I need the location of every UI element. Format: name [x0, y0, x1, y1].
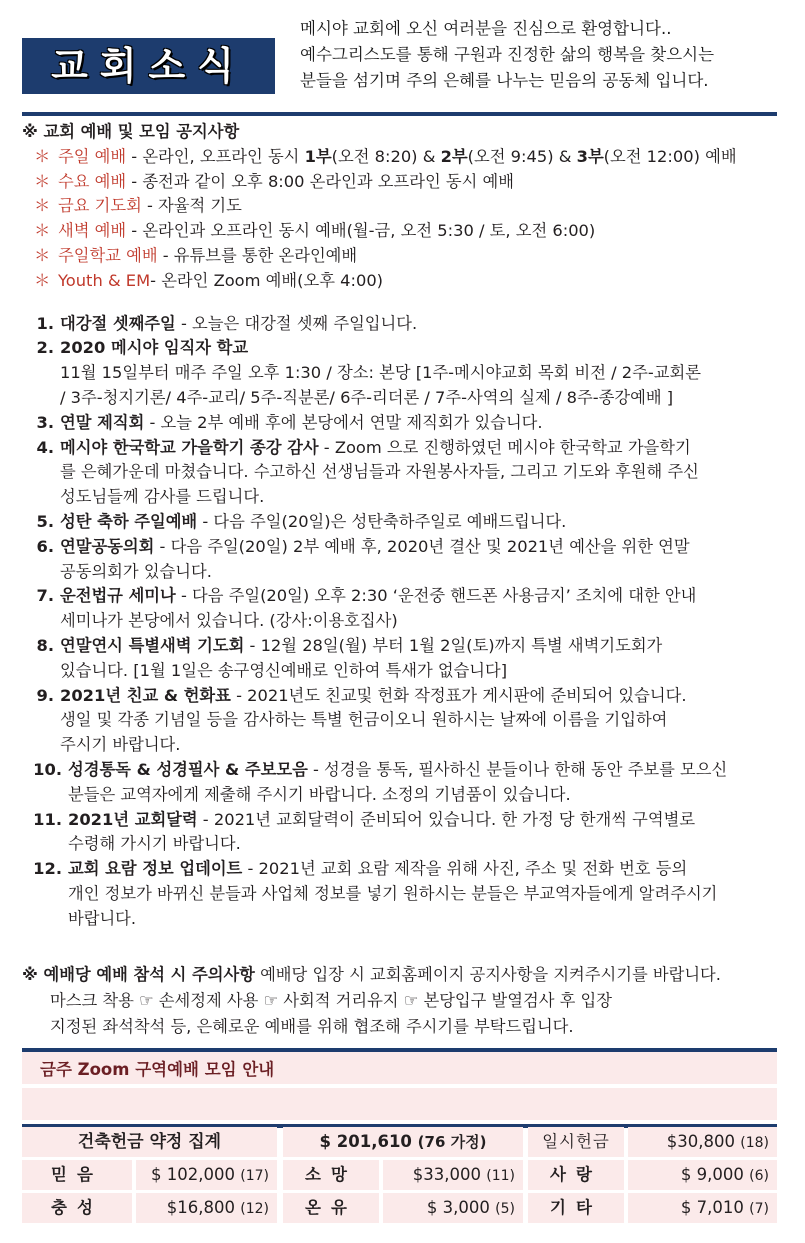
- service-name: Youth & EM: [58, 270, 151, 290]
- pledge-amount: $33,000: [412, 1165, 481, 1184]
- service-item-sunday-school: [22, 244, 782, 269]
- pledge-category-amount: [136, 1160, 277, 1190]
- pledge-category-label: 소망: [283, 1160, 379, 1190]
- asterisk-icon: ＊: [34, 171, 51, 191]
- notice-text: - 2021년 교회 요람 제작을 위해 사진, 주소 및 전화 번호 등의: [242, 859, 688, 879]
- pledge-category-label: 기타: [528, 1193, 624, 1223]
- pledge-category-label: 사랑: [528, 1160, 624, 1190]
- asterisk-icon: ＊: [34, 196, 51, 216]
- notice-item: [22, 634, 782, 684]
- notice-text: - 12월 28일(월) 부터 1월 2일(토)까지 특별 새벽기도회가: [244, 635, 663, 655]
- caution-steps: 마스크 착용 ☞ 손세정제 사용 ☞ 사회적 거리유지 ☞ 본당입구 발열검사 후 입장: [50, 991, 612, 1010]
- service-name: 금요 기도회: [58, 196, 142, 216]
- spacer: [22, 294, 782, 312]
- bulletin-header: [0, 0, 805, 118]
- welcome-line: 분들을 섬기며 주의 은혜를 나누는 믿음의 공동체 입니다.: [300, 71, 709, 90]
- notice-item: [22, 436, 782, 510]
- service-desc: - 종전과 같이 오후 8:00 온라인과 오프라인 동시 예배: [126, 171, 514, 191]
- pledge-amount: $ 7,010: [680, 1198, 744, 1217]
- services-heading: ※ 교회 예배 및 모임 공지사항: [22, 122, 240, 141]
- pledge-category-amount: [136, 1193, 277, 1223]
- pledge-family-count: (6): [749, 1168, 769, 1184]
- notice-number: 5.: [36, 511, 54, 531]
- notice-item: [22, 336, 782, 410]
- notice-first-line: [22, 411, 782, 436]
- notice-item: [22, 857, 782, 931]
- notice-item: [22, 758, 782, 808]
- notice-first-line: [22, 312, 782, 337]
- notice-continuation: 분들은 교역자에게 제출해 주시기 바랍니다. 소정의 기념품이 있습니다.: [68, 784, 571, 804]
- pledge-total: [283, 1127, 523, 1157]
- notice-first-line: [22, 510, 782, 535]
- notice-item: [22, 808, 782, 858]
- pledge-family-count: (18): [740, 1135, 769, 1151]
- notice-first-line: [22, 584, 782, 609]
- service-name: 새벽 예배: [58, 221, 127, 241]
- notice-continuation: 생일 및 각종 기념일 등을 감사하는 특별 헌금이오니 원하시는 날짜에 이름을 기입하여: [60, 710, 668, 730]
- notice-text: - 다음 주일(20일) 2부 예배 후, 2020년 결산 및 2021년 예산을 위한 연말: [154, 536, 690, 556]
- pledge-family-count: (17): [240, 1168, 269, 1184]
- notice-text: - 오늘은 대강절 셋째 주일입니다.: [175, 313, 418, 333]
- notice-heading: 연말공동의회: [60, 536, 155, 556]
- notice-number: 4.: [36, 437, 54, 457]
- pledge-amount: $ 9,000: [680, 1165, 744, 1184]
- notice-continuation: 있습니다. [1월 1일은 송구영신예배로 인하여 특새가 없습니다]: [60, 660, 508, 680]
- notice-heading: 연말 제직회: [60, 412, 145, 432]
- pledge-total-amount: $ 201,610: [319, 1132, 412, 1151]
- caution-line: 지정된 좌석착석 등, 은혜로운 예배를 위해 협조해 주시기를 부탁드립니다.: [50, 1017, 574, 1036]
- caution-heading: ※ 예배당 예배 참석 시 주의사항: [22, 965, 255, 984]
- caution-line: ※ 예배당 예배 참석 시 주의사항 예배당 입장 시 교회홈페이지 공지사항을 지켜주시기를 바랍니다.: [22, 965, 721, 984]
- welcome-line: 메시야 교회에 오신 여러분을 진심으로 환영합니다..: [300, 19, 672, 38]
- notice-number: 12.: [33, 859, 62, 879]
- notices-section: [22, 120, 782, 932]
- notice-first-line: [22, 758, 782, 783]
- pledge-family-count: (5): [495, 1201, 515, 1217]
- notice-first-line: [22, 857, 782, 882]
- notice-continuation: 를 은혜가운데 마쳤습니다. 수고하신 선생님들과 자원봉사자들, 그리고 기도와 후원해 주신: [60, 462, 699, 482]
- pledge-title: 건축헌금 약정 집계: [22, 1127, 277, 1157]
- welcome-message: [300, 16, 780, 94]
- caution-section: [22, 962, 792, 1040]
- pledge-category-label: 온유: [283, 1193, 379, 1223]
- notice-first-line: [22, 535, 782, 560]
- notice-continuation: 주시기 바랍니다.: [60, 735, 181, 755]
- notice-number: 9.: [36, 685, 54, 705]
- notice-number: 1.: [36, 313, 54, 333]
- notice-heading: 2021년 친교 & 헌화표: [60, 685, 231, 705]
- notice-continuation: 수령해 가시기 바랍니다.: [68, 834, 241, 854]
- notice-item: [22, 510, 782, 535]
- service-desc: - 온라인과 오프라인 동시 예배(월-금, 오전 5:30 / 토, 오전 6:00): [126, 221, 596, 241]
- notice-continuation: 11월 15일부터 매주 주일 오후 1:30 / 장소: 본당 [1주-메시야교회 목회 비전 / 2주-교회론: [60, 363, 701, 383]
- zoom-band: [22, 1088, 777, 1120]
- welcome-line: 예수그리스도를 통해 구원과 진정한 삶의 행복을 찾으시는: [300, 45, 715, 64]
- service-name: 수요 예배: [58, 171, 127, 191]
- notice-first-line: [22, 634, 782, 659]
- notice-number: 2.: [36, 338, 54, 358]
- notice-item: [22, 535, 782, 585]
- notice-heading: 2021년 교회달력: [68, 809, 198, 829]
- notice-number: 8.: [36, 635, 54, 655]
- notice-item: [22, 312, 782, 337]
- notice-item: [22, 411, 782, 436]
- asterisk-icon: ＊: [34, 221, 51, 241]
- notice-text: - 2021년 교회달력이 준비되어 있습니다. 한 가정 당 한개씩 구역별로: [197, 809, 696, 829]
- notice-text: - 성경을 통독, 필사하신 분들이나 한해 동안 주보를 모으신: [307, 759, 728, 779]
- zoom-title: 금주 Zoom 구역예배 모임 안내: [40, 1060, 275, 1079]
- pledge-total-count: (76 가정): [417, 1133, 487, 1151]
- asterisk-icon: ＊: [34, 245, 51, 265]
- service-desc: - 유튜브를 통한 온라인예배: [157, 245, 358, 265]
- notice-number: 6.: [36, 536, 54, 556]
- notice-number: 3.: [36, 412, 54, 432]
- service-item-friday: [22, 194, 782, 219]
- header-divider: [22, 112, 777, 116]
- notice-first-line: [22, 808, 782, 833]
- pledge-family-count: (7): [749, 1201, 769, 1217]
- pledge-category-amount: [383, 1193, 523, 1223]
- notice-number: 10.: [33, 759, 62, 779]
- page-title: 교회소식: [51, 43, 246, 88]
- notice-continuation: 성도님들께 감사를 드립니다.: [60, 487, 265, 507]
- service-name: 주일학교 예배: [58, 245, 158, 265]
- notice-first-line: [22, 336, 782, 361]
- service-item-youth: [22, 269, 782, 294]
- pledge-category-amount: [628, 1127, 777, 1157]
- service-desc: - 자율적 기도: [141, 196, 242, 216]
- pledge-amount: $30,800: [666, 1132, 735, 1151]
- notice-text: - Zoom 으로 진행하였던 메시야 한국학교 가을학기: [318, 437, 691, 457]
- pledge-category-label: 일시헌금: [528, 1127, 624, 1157]
- pledge-category-amount: [628, 1193, 777, 1223]
- notice-heading: 운전법규 세미나: [60, 586, 176, 606]
- service-item-wednesday: [22, 170, 782, 195]
- pledge-category-amount: [628, 1160, 777, 1190]
- notice-heading: 메시야 한국학교 가을학기 종강 감사: [60, 437, 319, 457]
- notice-first-line: [22, 436, 782, 461]
- pledge-category-label: 믿음: [22, 1160, 132, 1190]
- pledge-category-amount: [383, 1160, 523, 1190]
- title-banner: [22, 38, 275, 94]
- service-name: 주일 예배: [58, 146, 127, 166]
- notice-text: - 오늘 2부 예배 후에 본당에서 연말 제직회가 있습니다.: [144, 412, 543, 432]
- notice-continuation: 공동의회가 있습니다.: [60, 561, 212, 581]
- service-desc: - 온라인 Zoom 예배(오후 4:00): [150, 270, 384, 290]
- notice-continuation: 바랍니다.: [68, 908, 137, 928]
- notice-text: - 2021년도 친교및 헌화 작정표가 게시판에 준비되어 있습니다.: [230, 685, 687, 705]
- notice-heading: 성경통독 & 성경필사 & 주보모음: [68, 759, 308, 779]
- notice-item: [22, 584, 782, 634]
- notice-continuation: 개인 정보가 바뀌신 분들과 사업체 정보를 넣기 원하시는 분들은 부교역자들에게 알려주시기: [68, 883, 718, 903]
- notice-text: - 다음 주일(20일) 오후 2:30 ‘운전중 핸드폰 사용금지’ 조치에 대한 안내: [175, 586, 697, 606]
- pledge-amount: $ 102,000: [151, 1165, 235, 1184]
- notice-heading: 교회 요람 정보 업데이트: [68, 859, 243, 879]
- asterisk-icon: ＊: [34, 270, 51, 290]
- notice-first-line: [22, 684, 782, 709]
- notice-continuation: / 3주-청지기론/ 4주-교리/ 5주-직분론/ 6주-리더론 / 7주-사역의 실제 / 8주-종강예배 ]: [60, 387, 674, 407]
- notice-number: 7.: [36, 586, 54, 606]
- notice-heading: 2020 메시야 임직자 학교: [60, 338, 249, 358]
- asterisk-icon: ＊: [34, 146, 51, 166]
- notice-text: - 다음 주일(20일)은 성탄축하주일로 예배드립니다.: [197, 511, 567, 531]
- pledge-family-count: (11): [486, 1168, 515, 1184]
- pledge-category-label: 충성: [22, 1193, 132, 1223]
- service-item-dawn: [22, 219, 782, 244]
- notice-heading: 성탄 축하 주일예배: [60, 511, 198, 531]
- notice-item: [22, 684, 782, 758]
- pledge-amount: $16,800: [166, 1198, 235, 1217]
- notice-continuation: 세미나가 본당에서 있습니다. (강사:이용호집사): [60, 611, 398, 631]
- notice-list: [22, 312, 782, 932]
- pledge-amount: $ 3,000: [426, 1198, 490, 1217]
- service-item-sunday: ＊ 주일 예배 - 온라인, 오프라인 동시 1부(오전 8:20) & 2부(오전 9:45) & 3부(오전 12:00) 예배: [22, 145, 782, 170]
- pledge-family-count: (12): [240, 1201, 269, 1217]
- notice-number: 11.: [33, 809, 62, 829]
- notice-heading: 대강절 셋째주일: [60, 313, 176, 333]
- notice-heading: 연말연시 특별새벽 기도회: [60, 635, 245, 655]
